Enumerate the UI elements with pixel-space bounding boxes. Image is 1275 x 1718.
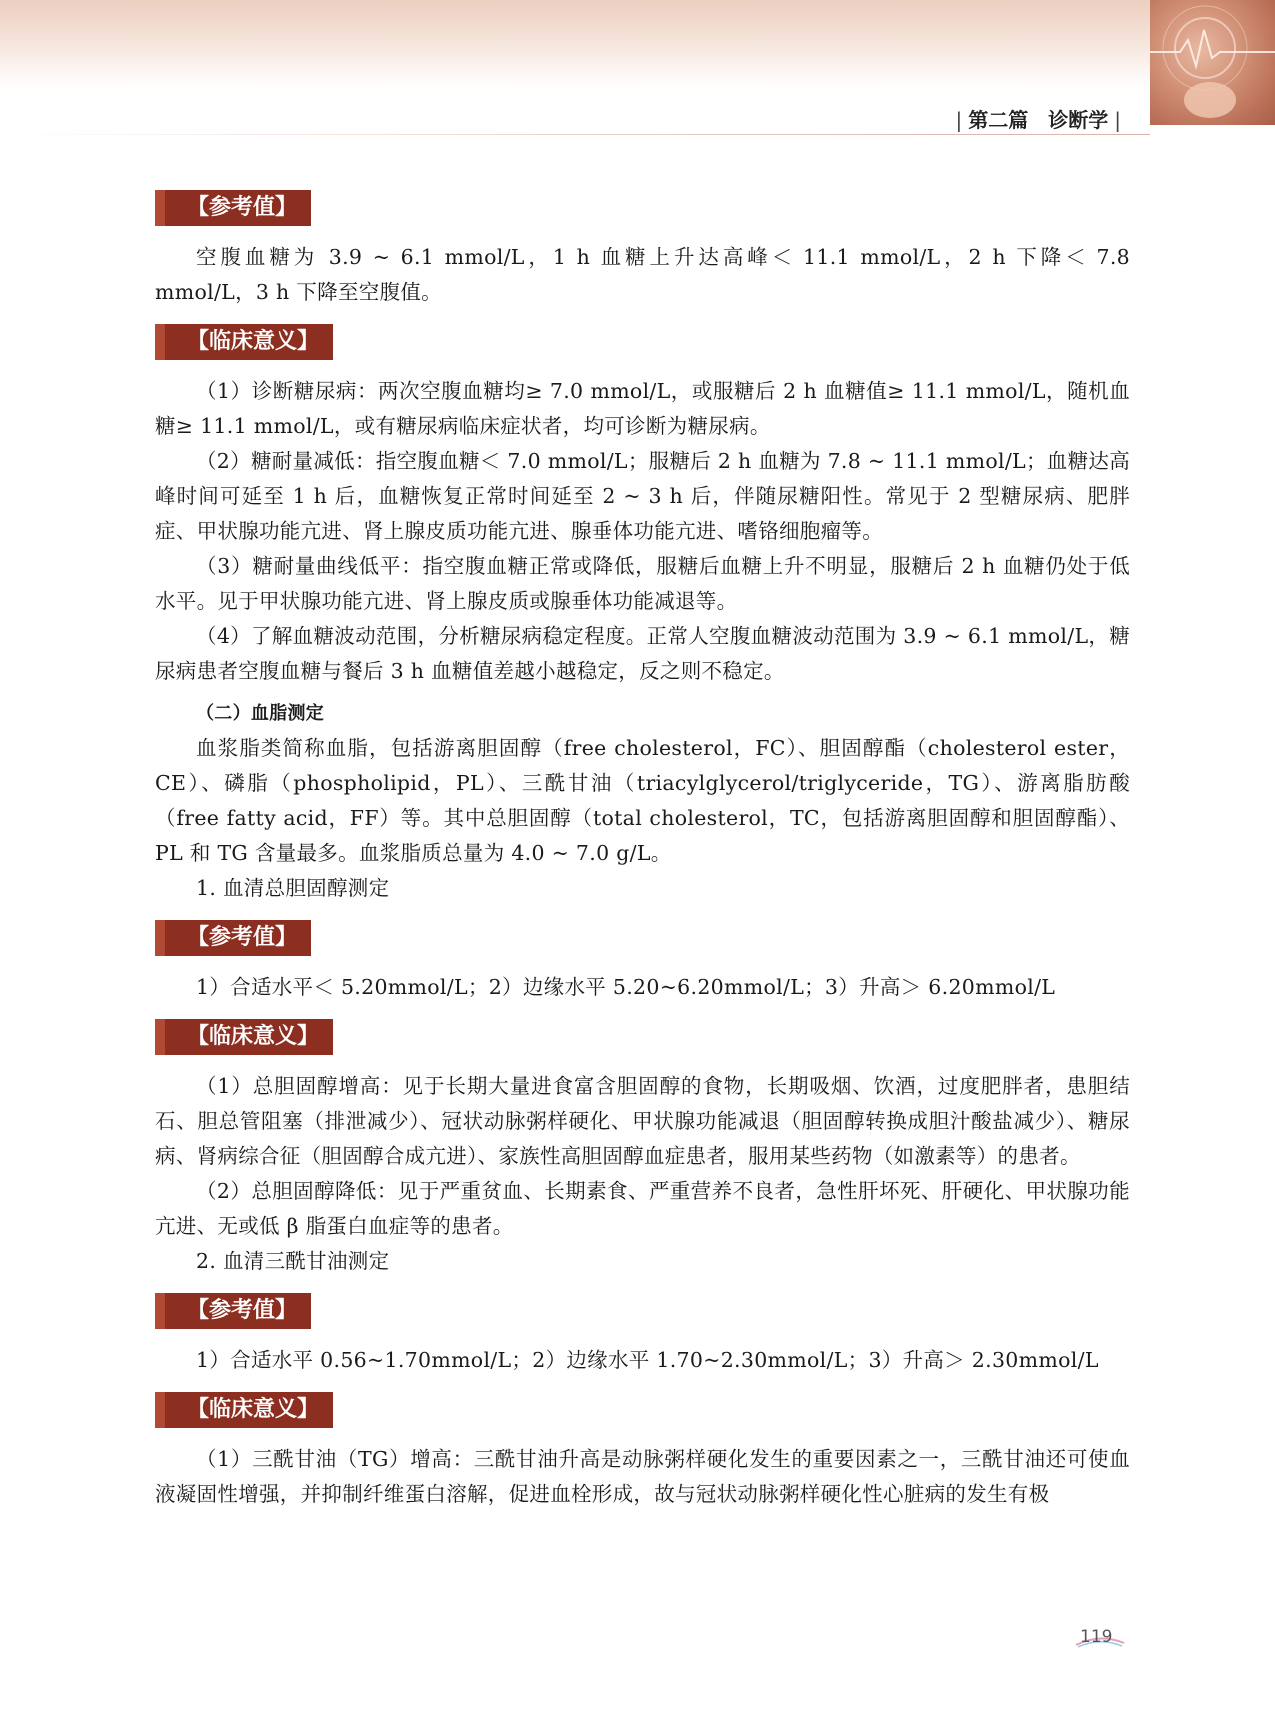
clinical-item: （1）总胆固醇增高：见于长期大量进食富含胆固醇的食物，长期吸烟、饮酒，过度肥胖者，患胆结石、胆总管阻塞（排泄减少）、冠状动脉粥样硬化、甲状腺功能减退（胆固醇转换成胆汁酸盐减少）、糖尿病、肾病综合征（胆固醇合成亢进）、家族性高胆固醇血症患者，服用某些药物（如激素等）的患者。	[155, 1074, 1130, 1168]
header-bar-right: |	[1114, 108, 1121, 132]
clinical-item: （1）三酰甘油（TG）增高：三酰甘油升高是动脉粥样硬化发生的重要因素之一，三酰甘油还可使血液凝固性增强，并抑制纤维蛋白溶解，促进血栓形成，故与冠状动脉粥样硬化性心脏病的发生有极	[155, 1447, 1130, 1506]
tc-reference-text: 1）合适水平＜ 5.20mmol/L；2）边缘水平 5.20~6.20mmol/L；3）升高＞ 6.20mmol/L	[196, 975, 1056, 999]
lipid-section-heading	[155, 695, 1130, 731]
header-subject: 诊断学	[1048, 108, 1109, 132]
tg-subheading: 2. 血清三酰甘油测定	[196, 1249, 390, 1273]
clinical-item: （2）总胆固醇降低：见于严重贫血、长期素食、严重营养不良者，急性肝坏死、肝硬化、甲状腺功能亢进、无或低 β 脂蛋白血症等的患者。	[155, 1179, 1130, 1238]
stethoscope-heartbeat-image	[1150, 0, 1275, 125]
page-number-text: 119	[1080, 1627, 1113, 1647]
reference-value-tag-3: 【参考值】	[155, 1293, 311, 1329]
reference-value-tag-1: 【参考值】	[155, 190, 311, 226]
clinical-item: （1）诊断糖尿病：两次空腹血糖均≥ 7.0 mmol/L，或服糖后 2 h 血糖值≥ 11.1 mmol/L，随机血糖≥ 11.1 mmol/L，或有糖尿病临床症状者，均可诊断为糖尿病。	[155, 379, 1130, 438]
lipid-intro-text: 血浆脂类简称血脂，包括游离胆固醇（free cholesterol，FC）、胆固醇酯（cholesterol ester，CE）、磷脂（phospholipid，PL）、三酰甘油（triacylglycerol/triglyceride，TG）、游离脂肪酸（free fatty acid，FF）等。其中总胆固醇（total cholesterol，TC，包括游离胆固醇和胆固醇酯）、PL 和 TG 含量最多。血浆脂质总量为 4.0 ~ 7.0 g/L。	[155, 736, 1130, 865]
glucose-reference-text: 空腹血糖为 3.9 ~ 6.1 mmol/L，1 h 血糖上升达高峰＜ 11.1 mmol/L，2 h 下降＜ 7.8 mmol/L，3 h 下降至空腹值。	[155, 245, 1130, 304]
header-divider	[0, 134, 1150, 135]
header-bar-left: |	[955, 108, 963, 132]
lipid-heading-text: （二）血脂测定	[196, 703, 325, 724]
clinical-significance-tag-3: 【临床意义】	[155, 1392, 333, 1428]
reference-value-tag-2: 【参考值】	[155, 920, 311, 956]
clinical-item: （3）糖耐量曲线低平：指空腹血糖正常或降低，服糖后血糖上升不明显，服糖后 2 h 血糖仍处于低水平。见于甲状腺功能亢进、肾上腺皮质或腺垂体功能减退等。	[155, 554, 1130, 613]
clinical-significance-tag-2: 【临床意义】	[155, 1019, 333, 1055]
page-body	[155, 190, 1130, 1512]
clinical-significance-tag-1: 【临床意义】	[155, 324, 333, 360]
clinical-item: （2）糖耐量减低：指空腹血糖＜ 7.0 mmol/L；服糖后 2 h 血糖为 7.8 ~ 11.1 mmol/L；血糖达高峰时间可延至 1 h 后，血糖恢复正常时间延至 2 ~ 3 h 后，伴随尿糖阳性。常见于 2 型糖尿病、肥胖症、甲状腺功能亢进、肾上腺皮质功能亢进、腺垂体功能亢进、嗜铬细胞瘤等。	[155, 449, 1130, 543]
tc-subheading: 1. 血清总胆固醇测定	[196, 876, 390, 900]
header-background	[0, 0, 1150, 92]
tg-reference-text: 1）合适水平 0.56~1.70mmol/L；2）边缘水平 1.70~2.30mmol/L；3）升高＞ 2.30mmol/L	[196, 1348, 1099, 1372]
clinical-item: （4）了解血糖波动范围，分析糖尿病稳定程度。正常人空腹血糖波动范围为 3.9 ~ 6.1 mmol/L，糖尿病患者空腹血糖与餐后 3 h 血糖值差越小越稳定，反之则不稳定。	[155, 624, 1130, 683]
running-header	[950, 104, 1128, 133]
header-part-title: 第二篇	[968, 108, 1029, 132]
heartbeat-icon	[1150, 0, 1275, 125]
page-number	[1080, 1627, 1112, 1647]
